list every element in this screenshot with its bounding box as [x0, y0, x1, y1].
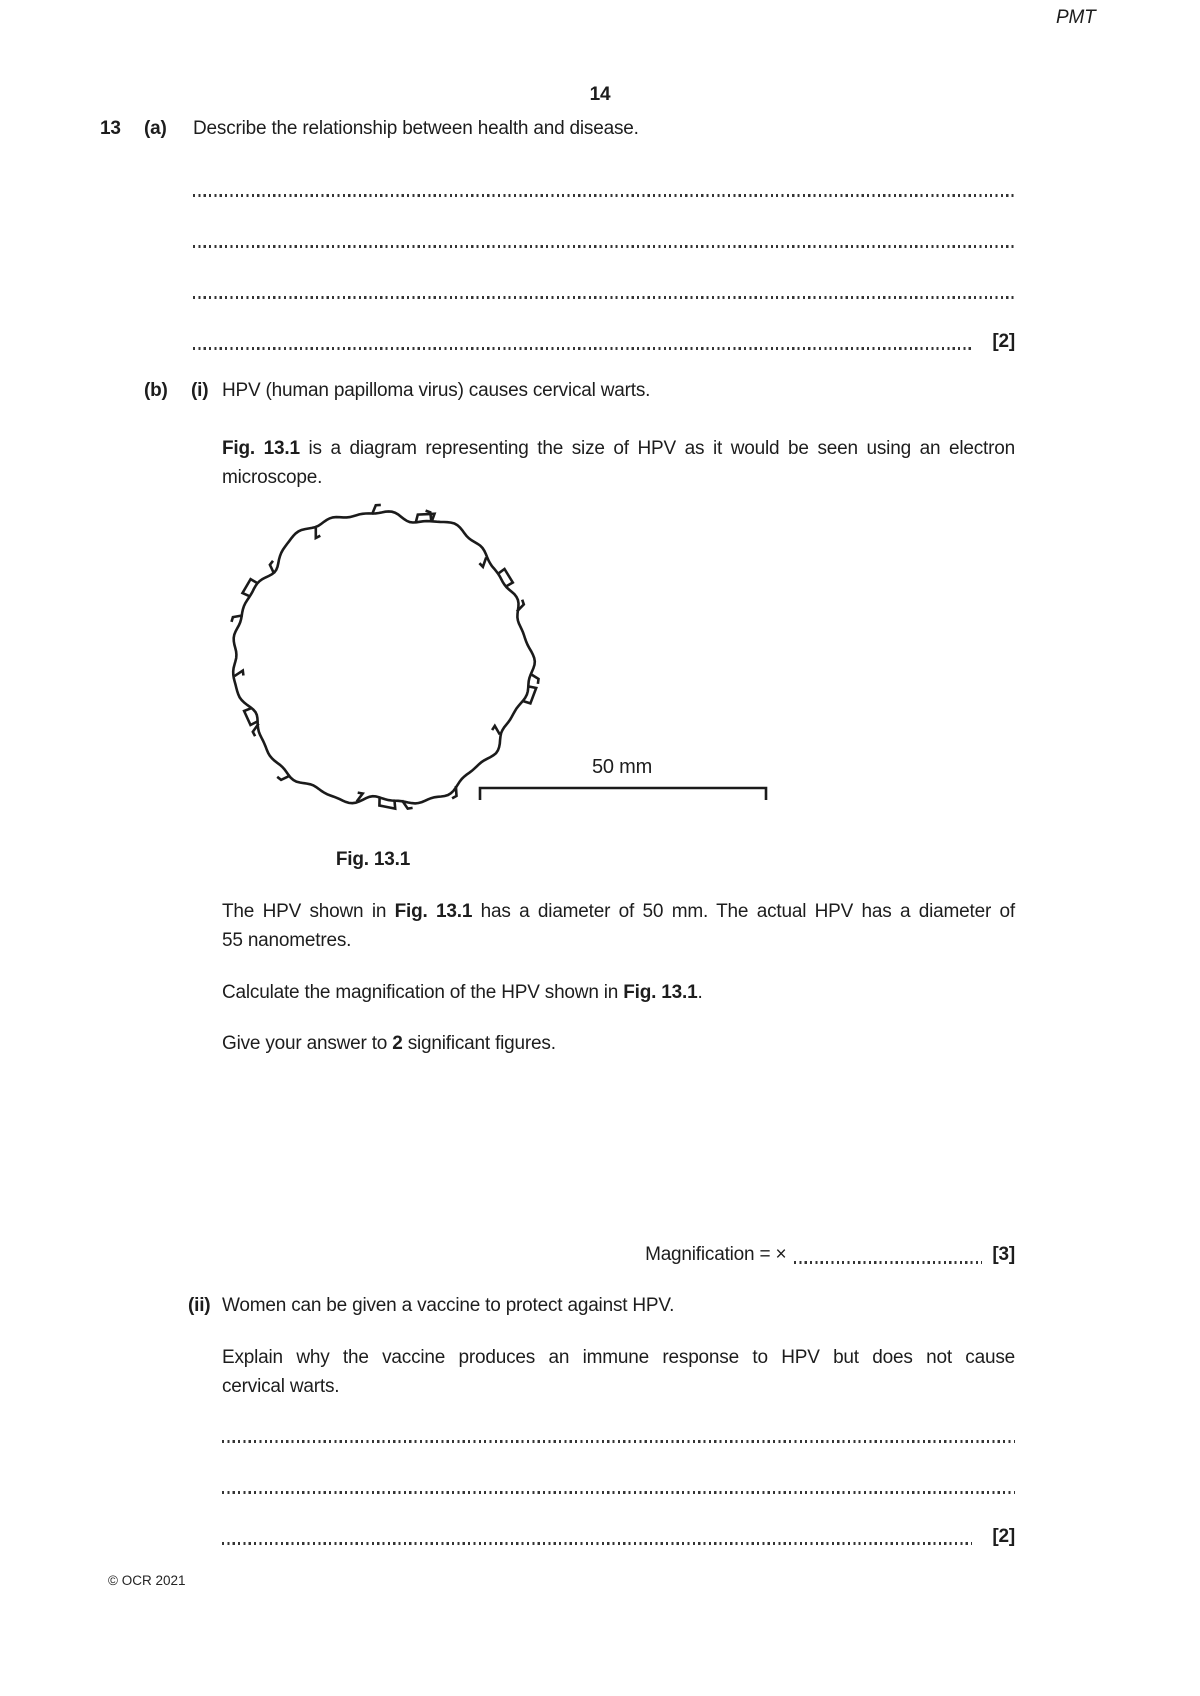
hpv-diameter-line2: 55 nanometres. [222, 930, 352, 951]
explain-line1: Explain why the vaccine produces an immune response to HPV but does not cause [222, 1347, 1015, 1368]
answer-leader [794, 1261, 982, 1264]
scale-bar [480, 788, 766, 800]
answer-line [222, 1542, 972, 1545]
part-a-marks: [2] [992, 331, 1015, 352]
magnification-answer-row [222, 1242, 1015, 1268]
pmt-watermark: PMT [1056, 7, 1096, 28]
part-a-prompt: Describe the relationship between health and disease. [193, 118, 639, 139]
question-number: 13 [100, 118, 121, 139]
answer-line [193, 347, 972, 350]
explain-line2: cervical warts. [222, 1376, 340, 1397]
part-b-label: (b) [144, 380, 168, 401]
part-a-label: (a) [144, 118, 167, 139]
figure-intro-line2: microscope. [222, 467, 323, 488]
copyright-footer: © OCR 2021 [108, 1573, 186, 1588]
page-number: 14 [589, 84, 611, 105]
scale-bar-label: 50 mm [591, 756, 653, 778]
answer-line [193, 194, 1015, 197]
magnification-prefix: Magnification = × [645, 1244, 787, 1265]
answer-line [193, 245, 1015, 248]
calculate-instruction: Calculate the magnification of the HPV shown in Fig. 13.1. [222, 982, 703, 1003]
sig-figures-instruction: Give your answer to 2 significant figures. [222, 1033, 556, 1054]
answer-line [222, 1440, 1015, 1443]
part-b-ii-marks: [2] [992, 1526, 1015, 1547]
part-b-i-marks: [3] [992, 1244, 1015, 1265]
answer-line [193, 296, 1015, 299]
part-b-ii-intro: Women can be given a vaccine to protect against HPV. [222, 1295, 675, 1316]
part-b-i-intro: HPV (human papilloma virus) causes cervical warts. [222, 380, 651, 401]
figure-intro-line1: Fig. 13.1 is a diagram representing the size of HPV as it would be seen using an electron [222, 438, 1015, 459]
hpv-diameter-line1: The HPV shown in Fig. 13.1 has a diameter of 50 mm. The actual HPV has a diameter of [222, 901, 1015, 922]
answer-line [222, 1491, 1015, 1494]
figure-caption: Fig. 13.1 [335, 849, 411, 870]
hpv-virus-outline [233, 511, 535, 803]
part-b-i-label: (i) [191, 380, 209, 401]
part-b-ii-label: (ii) [188, 1295, 211, 1316]
